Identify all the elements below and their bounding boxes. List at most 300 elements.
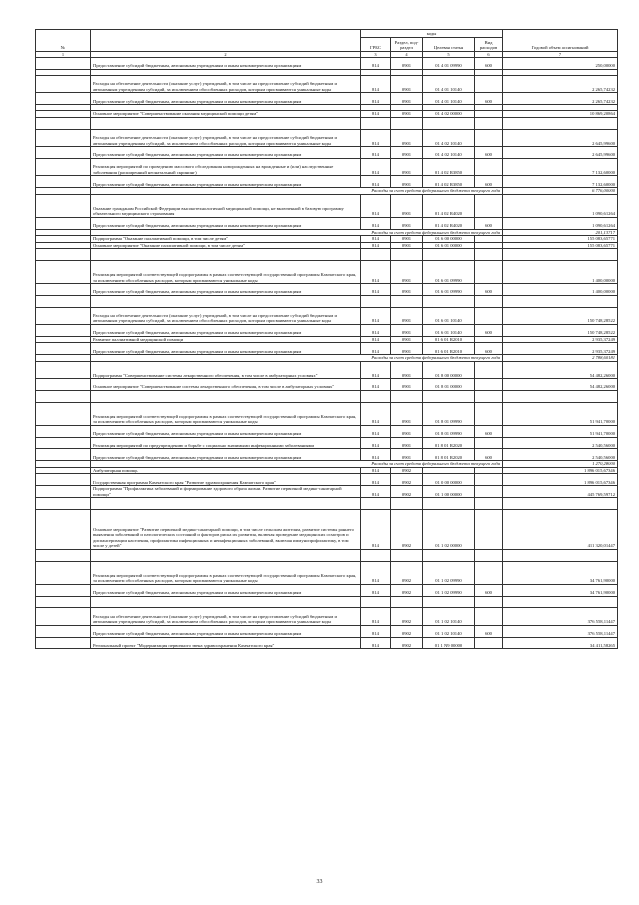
grbs-code: 814: [361, 236, 391, 243]
annual-amount: 10 869,20864: [503, 111, 618, 118]
section-code: 0901: [391, 111, 423, 118]
annual-amount: 1 896 015,67346: [503, 467, 618, 474]
num-cell: [36, 510, 91, 550]
annual-amount: 2 265,74232: [503, 93, 618, 105]
target-article-code: 01 4 02 10140: [423, 147, 475, 159]
name-cell: [91, 596, 361, 608]
table-row: [36, 449, 618, 461]
num-cell: [36, 325, 91, 337]
column-number: 6: [475, 52, 503, 58]
num-cell: [36, 391, 91, 403]
expense-name: Предоставление субсидий бюджетным, автономным учреждениям и иным некоммерческим организациям: [91, 93, 361, 105]
table-row: [36, 93, 618, 105]
table-row: [36, 336, 618, 343]
header-annual: Годовой объем ассигнований: [503, 30, 618, 52]
num-cell: [36, 336, 91, 343]
target-article-code: 01 8 01 09990: [423, 402, 475, 425]
grbs-code: 814: [361, 307, 391, 324]
expense-kind-code: [475, 111, 503, 118]
annual-amount: 51 941,70000: [503, 402, 618, 425]
table-row: [36, 242, 618, 249]
federal-budget-note-row: [36, 188, 618, 195]
table-body: [36, 58, 618, 649]
target-article-code: 01 8 01 R2020: [423, 437, 475, 449]
table-row: [36, 111, 618, 118]
expense-name: Предоставление субсидий бюджетным, автономным учреждениям и иным некоммерческим организациям: [91, 449, 361, 461]
section-code: 0901: [391, 176, 423, 188]
name-cell: [91, 117, 361, 129]
target-article-code: 01 4 02 R3850: [423, 158, 475, 175]
expense-name: Подпрограмма "Совершенствование системы лекарственного обеспечения, в том числе в амбулаторных условиях": [91, 361, 361, 378]
expense-kind-code: 600: [475, 449, 503, 461]
table-header: [36, 30, 618, 58]
kind-cell: [475, 498, 503, 510]
num-cell: [36, 461, 91, 468]
note-amount: 2 788,60181: [503, 355, 618, 362]
section-code: 0901: [391, 336, 423, 343]
table-row: [36, 379, 618, 391]
target-cell: [423, 596, 475, 608]
annual-amount: 1 400,00000: [503, 261, 618, 284]
header-num: №: [36, 30, 91, 52]
grbs-code: 814: [361, 584, 391, 596]
annual-amount: 376 558,11447: [503, 625, 618, 637]
target-article-code: 01 8 01 09990: [423, 425, 475, 437]
spacer-row: [36, 391, 618, 403]
grbs-code: 814: [361, 93, 391, 105]
table-row: [36, 561, 618, 584]
section-code: 0901: [391, 147, 423, 159]
annual-amount: 1 090,61264: [503, 194, 618, 217]
annual-amount: 2 935,37249: [503, 343, 618, 355]
grbs-code: 814: [361, 474, 391, 486]
expense-kind-code: 600: [475, 325, 503, 337]
expense-kind-code: [475, 336, 503, 343]
table-row: [36, 58, 618, 70]
table-row: [36, 194, 618, 217]
annual-amount: 2 935,37249: [503, 336, 618, 343]
grbs-code: 814: [361, 261, 391, 284]
target-article-code: 01 6 01 09990: [423, 261, 475, 284]
expense-name: Реализация мероприятий по проведению массового обследования новорожденных на врожденные и (или) наследственные заболевания (расширенный неонатальный скрининг): [91, 158, 361, 175]
note-label: Расходы за счет средств федерального бюджета текущего года: [91, 188, 503, 195]
annual-amount: 51 941,70000: [503, 425, 618, 437]
target-cell: [423, 295, 475, 307]
annual-amount: 150 748,28522: [503, 307, 618, 324]
num-cell: [36, 343, 91, 355]
grbs-code: 814: [361, 343, 391, 355]
expense-name: Реализация мероприятий соответствующей подпрограммы в рамках соответствующей государственной программы Камчатского края, за исключением обособленных расходов, которым присваиваются уникальные коды: [91, 261, 361, 284]
section-code: 0901: [391, 158, 423, 175]
num-cell: [36, 355, 91, 362]
section-code: 0901: [391, 343, 423, 355]
grbs-code: 814: [361, 608, 391, 625]
header-section: Раздел, под-раздел: [391, 38, 423, 52]
grbs-cell: [361, 295, 391, 307]
expense-name: Предоставление субсидий бюджетным, автономным учреждениям и иным некоммерческим организациям: [91, 625, 361, 637]
grbs-code: 814: [361, 637, 391, 649]
expense-kind-code: [475, 637, 503, 649]
grbs-code: 814: [361, 147, 391, 159]
num-cell: [36, 129, 91, 146]
annual-amount: 1 400,00000: [503, 284, 618, 296]
expense-name: Основное мероприятие "Совершенствование системы лекарственного обеспечения, в том числе в амбулаторных условиях": [91, 379, 361, 391]
num-cell: [36, 637, 91, 649]
expense-kind-code: [475, 608, 503, 625]
target-article-code: 01 6 01 R2010: [423, 343, 475, 355]
expense-name: Развитие паллиативной медицинской помощи: [91, 336, 361, 343]
section-code: 0902: [391, 467, 423, 474]
section-cell: [391, 295, 423, 307]
expense-kind-code: [475, 402, 503, 425]
name-cell: [91, 249, 361, 261]
section-code: 0901: [391, 93, 423, 105]
note-label: Расходы за счет средств федерального бюджета текущего года: [91, 355, 503, 362]
num-cell: [36, 550, 91, 562]
table-row: [36, 284, 618, 296]
target-article-code: 01 4 02 R3850: [423, 176, 475, 188]
amount-cell: [503, 117, 618, 129]
target-article-code: 01 6 01 10140: [423, 307, 475, 324]
table-row: [36, 637, 618, 649]
header-codes: коды: [361, 30, 503, 38]
num-cell: [36, 307, 91, 324]
expense-kind-code: [475, 75, 503, 92]
grbs-code: 814: [361, 467, 391, 474]
expense-name: Расходы на обеспечение деятельности (оказание услуг) учреждений, в том числе на предоставление субсидий бюджетным и автономным учреждениям субсидий, за исключением обособленных расходов, которым присваиваются уникальные коды: [91, 307, 361, 324]
spacer-row: [36, 550, 618, 562]
target-article-code: 01 1 02 09990: [423, 561, 475, 584]
section-code: 0901: [391, 217, 423, 229]
amount-cell: [503, 295, 618, 307]
grbs-code: 814: [361, 284, 391, 296]
table-row: [36, 158, 618, 175]
table-row: [36, 625, 618, 637]
annual-amount: 2 265,74232: [503, 75, 618, 92]
grbs-code: 814: [361, 111, 391, 118]
target-article-code: 01 8 00 00000: [423, 361, 475, 378]
header-target: Целевая статья: [423, 38, 475, 52]
num-cell: [36, 402, 91, 425]
annual-amount: 250,00000: [503, 58, 618, 70]
expense-kind-code: [475, 379, 503, 391]
expense-name: Основное мероприятие "Совершенствование оказания медицинской помощи детям": [91, 111, 361, 118]
expense-kind-code: [475, 236, 503, 243]
section-code: 0901: [391, 361, 423, 378]
target-article-code: 01 4 02 10140: [423, 129, 475, 146]
section-cell: [391, 249, 423, 261]
annual-amount: 2 540,56000: [503, 437, 618, 449]
column-number: 3: [361, 52, 391, 58]
target-article-code: 01 4 01 10140: [423, 75, 475, 92]
table-row: [36, 75, 618, 92]
num-cell: [36, 561, 91, 584]
column-number: 2: [91, 52, 361, 58]
annual-amount: 2 645,99600: [503, 147, 618, 159]
kind-cell: [475, 391, 503, 403]
grbs-code: 814: [361, 194, 391, 217]
kind-cell: [475, 550, 503, 562]
note-label: Расходы за счет средств федерального бюджета текущего года: [91, 229, 503, 236]
target-article-code: 01 8 01 R2020: [423, 449, 475, 461]
expense-kind-code: [475, 474, 503, 486]
expense-kind-code: 600: [475, 343, 503, 355]
column-number: 7: [503, 52, 618, 58]
expense-name: Расходы на обеспечение деятельности (оказание услуг) учреждений, в том числе на предоставление субсидий бюджетным и автономным учреждениям субсидий, за исключением обособленных расходов, которым присваиваются уникальные коды: [91, 608, 361, 625]
table-row: [36, 437, 618, 449]
amount-cell: [503, 249, 618, 261]
expense-kind-code: 600: [475, 58, 503, 70]
target-cell: [423, 498, 475, 510]
expense-name: Расходы на обеспечение деятельности (оказание услуг) учреждений, в том числе на предоставление субсидий бюджетным и автономным учреждениям субсидий, за исключением обособленных расходов, которым присваиваются уникальные коды: [91, 75, 361, 92]
expense-name: Реализация мероприятий соответствующей подпрограммы в рамках соответствующей государственной программы Камчатского края, за исключением обособленных расходов, которым присваиваются уникальные коды: [91, 402, 361, 425]
section-code: 0902: [391, 561, 423, 584]
num-cell: [36, 437, 91, 449]
target-article-code: [423, 467, 475, 474]
table-row: [36, 147, 618, 159]
expense-name: Основное мероприятие "Развитие первичной медико-санитарной помощи, в том числе сельским жителям, развитие системы раннего выявления заболеваний и патологических состояний и факторов риска их развития, включая проведение медицинских осмотров и диспансеризации населения, профилактика инфекционных и неинфекционных заболеваний, включая иммунопрофилактику, в том числе у детей": [91, 510, 361, 550]
table-row: [36, 510, 618, 550]
expense-kind-code: 600: [475, 147, 503, 159]
expense-name: Расходы на обеспечение деятельности (оказание услуг) учреждений, в том числе на предоставление субсидий бюджетным и автономным учреждениям субсидий, за исключением обособленных расходов, которым присваиваются уникальные коды: [91, 129, 361, 146]
num-cell: [36, 176, 91, 188]
expense-name: Амбулаторная помощь: [91, 467, 361, 474]
target-cell: [423, 249, 475, 261]
target-article-code: 01 6 01 R2010: [423, 336, 475, 343]
name-cell: [91, 391, 361, 403]
num-cell: [36, 467, 91, 474]
expense-kind-code: 600: [475, 425, 503, 437]
num-cell: [36, 188, 91, 195]
grbs-code: 814: [361, 242, 391, 249]
grbs-code: 814: [361, 325, 391, 337]
target-article-code: 01 4 02 R4020: [423, 217, 475, 229]
section-code: 0902: [391, 608, 423, 625]
grbs-code: 814: [361, 379, 391, 391]
name-cell: [91, 550, 361, 562]
table-row: [36, 474, 618, 486]
table-row: [36, 343, 618, 355]
target-article-code: 01 0 00 00000: [423, 474, 475, 486]
section-code: 0901: [391, 194, 423, 217]
table-row: [36, 176, 618, 188]
expense-kind-code: 600: [475, 217, 503, 229]
section-code: 0902: [391, 584, 423, 596]
grbs-code: 814: [361, 402, 391, 425]
kind-cell: [475, 117, 503, 129]
expense-name: Предоставление субсидий бюджетным, автономным учреждениям и иным некоммерческим организациям: [91, 325, 361, 337]
num-cell: [36, 379, 91, 391]
target-article-code: 01 1 02 00000: [423, 510, 475, 550]
annual-amount: 1 896 015,67346: [503, 474, 618, 486]
annual-amount: 150 748,28522: [503, 325, 618, 337]
num-cell: [36, 425, 91, 437]
target-article-code: 01 1 N9 00000: [423, 637, 475, 649]
target-cell: [423, 117, 475, 129]
column-number: 5: [423, 52, 475, 58]
expense-name: Предоставление субсидий бюджетным, автономным учреждениям и иным некоммерческим организациям: [91, 217, 361, 229]
expense-name: Предоставление субсидий бюджетным, автономным учреждениям и иным некоммерческим организациям: [91, 58, 361, 70]
expense-kind-code: [475, 361, 503, 378]
section-code: 0901: [391, 284, 423, 296]
table-row: [36, 261, 618, 284]
note-label: Расходы за счет средств федерального бюджета текущего года: [91, 461, 503, 468]
target-article-code: 01 1 02 10140: [423, 608, 475, 625]
table-row: [36, 236, 618, 243]
section-cell: [391, 498, 423, 510]
section-code: 0901: [391, 402, 423, 425]
grbs-code: 814: [361, 449, 391, 461]
section-code: 0901: [391, 325, 423, 337]
amount-cell: [503, 596, 618, 608]
section-code: 0901: [391, 307, 423, 324]
num-cell: [36, 584, 91, 596]
section-code: 0901: [391, 242, 423, 249]
expense-kind-code: [475, 510, 503, 550]
annual-amount: 54 482,26000: [503, 379, 618, 391]
target-article-code: 01 4 02 00000: [423, 111, 475, 118]
federal-budget-note-row: [36, 355, 618, 362]
section-code: 0901: [391, 129, 423, 146]
annual-amount: 376 558,11447: [503, 608, 618, 625]
section-code: 0901: [391, 58, 423, 70]
expense-name: Предоставление субсидий бюджетным, автономным учреждениям и иным некоммерческим организациям: [91, 425, 361, 437]
table-row: [36, 402, 618, 425]
target-article-code: 01 6 01 09990: [423, 284, 475, 296]
num-cell: [36, 625, 91, 637]
expense-kind-code: [475, 158, 503, 175]
annual-amount: 2 645,99600: [503, 129, 618, 146]
section-cell: [391, 117, 423, 129]
target-article-code: 01 6 01 10140: [423, 325, 475, 337]
num-cell: [36, 249, 91, 261]
num-cell: [36, 242, 91, 249]
num-cell: [36, 117, 91, 129]
section-code: 0902: [391, 510, 423, 550]
expense-kind-code: 600: [475, 284, 503, 296]
grbs-cell: [361, 550, 391, 562]
expense-name: Оказание гражданам Российской Федерации высокотехнологичной медицинской помощи, не включенной в базовую программу обязательного медицинского страхования: [91, 194, 361, 217]
grbs-code: 814: [361, 625, 391, 637]
table-row: [36, 217, 618, 229]
amount-cell: [503, 550, 618, 562]
grbs-cell: [361, 498, 391, 510]
annual-amount: 411 320,01447: [503, 510, 618, 550]
column-number: 4: [391, 52, 423, 58]
target-article-code: 01 6 00 00000: [423, 236, 475, 243]
grbs-code: 814: [361, 158, 391, 175]
expense-name: Предоставление субсидий бюджетным, автономным учреждениям и иным некоммерческим организациям: [91, 147, 361, 159]
num-cell: [36, 158, 91, 175]
amount-cell: [503, 498, 618, 510]
annual-amount: 155 083,65771: [503, 242, 618, 249]
num-cell: [36, 608, 91, 625]
annual-amount: 54 482,26000: [503, 361, 618, 378]
table-row: [36, 584, 618, 596]
kind-cell: [475, 596, 503, 608]
expense-name: Реализация мероприятий по предупреждению и борьбе с социально значимыми инфекционными заболеваниями: [91, 437, 361, 449]
grbs-cell: [361, 596, 391, 608]
expense-kind-code: [475, 242, 503, 249]
note-amount: 6 776,00000: [503, 188, 618, 195]
expense-name: Региональный проект "Модернизация первичного звена здравоохранения Камчатского края": [91, 637, 361, 649]
note-amount: 201,13717: [503, 229, 618, 236]
annual-amount: 155 083,65771: [503, 236, 618, 243]
grbs-code: 814: [361, 129, 391, 146]
header-name: [91, 30, 361, 52]
num-cell: [36, 295, 91, 307]
note-amount: 1 270,28000: [503, 461, 618, 468]
spacer-row: [36, 295, 618, 307]
grbs-code: 814: [361, 58, 391, 70]
target-article-code: 01 4 02 R4020: [423, 194, 475, 217]
name-cell: [91, 295, 361, 307]
section-code: 0901: [391, 437, 423, 449]
grbs-cell: [361, 117, 391, 129]
kind-cell: [475, 295, 503, 307]
annual-amount: 34 761,90000: [503, 561, 618, 584]
target-article-code: 01 4 01 09990: [423, 58, 475, 70]
num-cell: [36, 93, 91, 105]
amount-cell: [503, 391, 618, 403]
expense-kind-code: [475, 486, 503, 498]
federal-budget-note-row: [36, 229, 618, 236]
table-row: [36, 608, 618, 625]
annual-amount: 445 769,59712: [503, 486, 618, 498]
spacer-row: [36, 596, 618, 608]
grbs-cell: [361, 249, 391, 261]
page-number: 33: [316, 879, 323, 885]
num-cell: [36, 147, 91, 159]
expense-kind-code: [475, 467, 503, 474]
annual-amount: 7 132,60000: [503, 176, 618, 188]
section-code: 0901: [391, 261, 423, 284]
expense-kind-code: [475, 307, 503, 324]
kind-cell: [475, 249, 503, 261]
target-article-code: 01 8 01 00000: [423, 379, 475, 391]
num-cell: [36, 498, 91, 510]
table-row: [36, 325, 618, 337]
target-article-code: 01 6 01 00000: [423, 242, 475, 249]
section-code: 0901: [391, 449, 423, 461]
table-row: [36, 467, 618, 474]
table-row: [36, 129, 618, 146]
section-code: 0902: [391, 486, 423, 498]
num-cell: [36, 596, 91, 608]
grbs-code: 814: [361, 217, 391, 229]
grbs-cell: [361, 391, 391, 403]
expense-name: Государственная программа Камчатского края "Развитие здравоохранения Камчатского края": [91, 474, 361, 486]
annual-amount: 7 132,60000: [503, 158, 618, 175]
federal-budget-note-row: [36, 461, 618, 468]
spacer-row: [36, 117, 618, 129]
num-cell: [36, 474, 91, 486]
target-article-code: 01 4 01 10140: [423, 93, 475, 105]
spacer-row: [36, 498, 618, 510]
target-cell: [423, 391, 475, 403]
expense-kind-code: 600: [475, 625, 503, 637]
num-cell: [36, 229, 91, 236]
num-cell: [36, 58, 91, 70]
section-code: 0901: [391, 425, 423, 437]
expense-name: Подпрограмма "Оказание паллиативной помощи, в том числе детям": [91, 236, 361, 243]
spacer-row: [36, 249, 618, 261]
grbs-code: 814: [361, 437, 391, 449]
section-cell: [391, 550, 423, 562]
table-row: [36, 307, 618, 324]
num-cell: [36, 486, 91, 498]
annual-amount: 2 540,56000: [503, 449, 618, 461]
